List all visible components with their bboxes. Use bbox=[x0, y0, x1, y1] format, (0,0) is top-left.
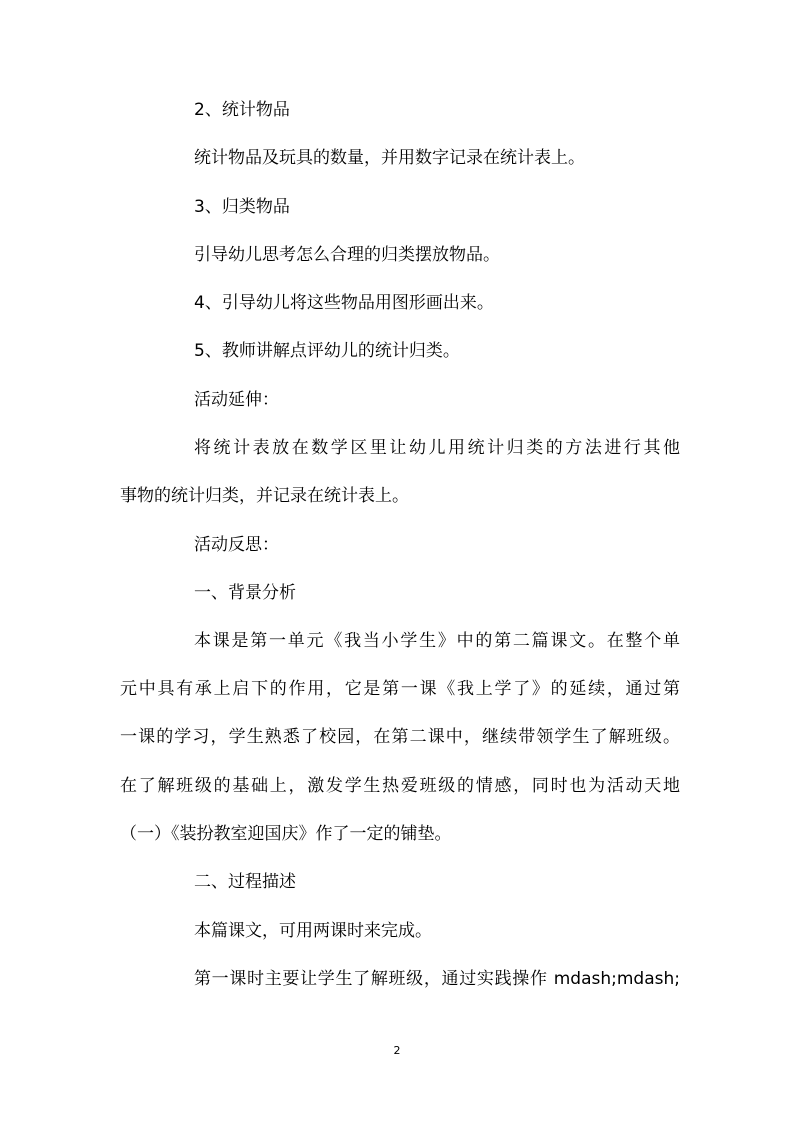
paragraph-process-line-2: 第一课时主要让学生了解班级，通过实践操作 mdash;mdash; bbox=[194, 969, 680, 989]
paragraph-extension-line-1: 将统计表放在数学区里让幼儿用统计归类的方法进行其他 bbox=[194, 438, 680, 458]
paragraph-background-line-3: 一课的学习，学生熟悉了校园，在第二课中，继续带领学生了解班级。 bbox=[120, 727, 680, 747]
section-title-reflection: 活动反思： bbox=[194, 535, 279, 555]
step-draw-shapes: 4、引导幼儿将这些物品用图形画出来。 bbox=[194, 293, 494, 313]
paragraph-background-line-5: （一）《装扮教室迎国庆》作了一定的铺垫。 bbox=[120, 824, 452, 844]
paragraph-background-line-2: 元中具有承上启下的作用，它是第一课《我上学了》的延续，通过第 bbox=[120, 679, 680, 699]
heading-count-items: 2、统计物品 bbox=[194, 100, 290, 120]
step-teacher-review: 5、教师讲解点评幼儿的统计归类。 bbox=[194, 341, 460, 361]
paragraph-extension-line-2: 事物的统计归类，并记录在统计表上。 bbox=[120, 486, 409, 506]
paragraph-classify-items: 引导幼儿思考怎么合理的归类摆放物品。 bbox=[194, 245, 500, 265]
paragraph-count-items: 统计物品及玩具的数量，并用数字记录在统计表上。 bbox=[194, 148, 585, 168]
section-title-process: 二、过程描述 bbox=[194, 872, 296, 892]
paragraph-background-line-1: 本课是第一单元《我当小学生》中的第二篇课文。在整个单 bbox=[194, 631, 680, 651]
heading-classify-items: 3、归类物品 bbox=[194, 197, 290, 217]
section-title-extension: 活动延伸： bbox=[194, 390, 279, 410]
page-number: 2 bbox=[393, 1044, 401, 1057]
section-title-background: 一、背景分析 bbox=[194, 583, 296, 603]
paragraph-background-line-4: 在了解班级的基础上，激发学生热爱班级的情感，同时也为活动天地 bbox=[120, 776, 680, 796]
paragraph-process-line-1: 本篇课文，可用两课时来完成。 bbox=[194, 921, 432, 941]
